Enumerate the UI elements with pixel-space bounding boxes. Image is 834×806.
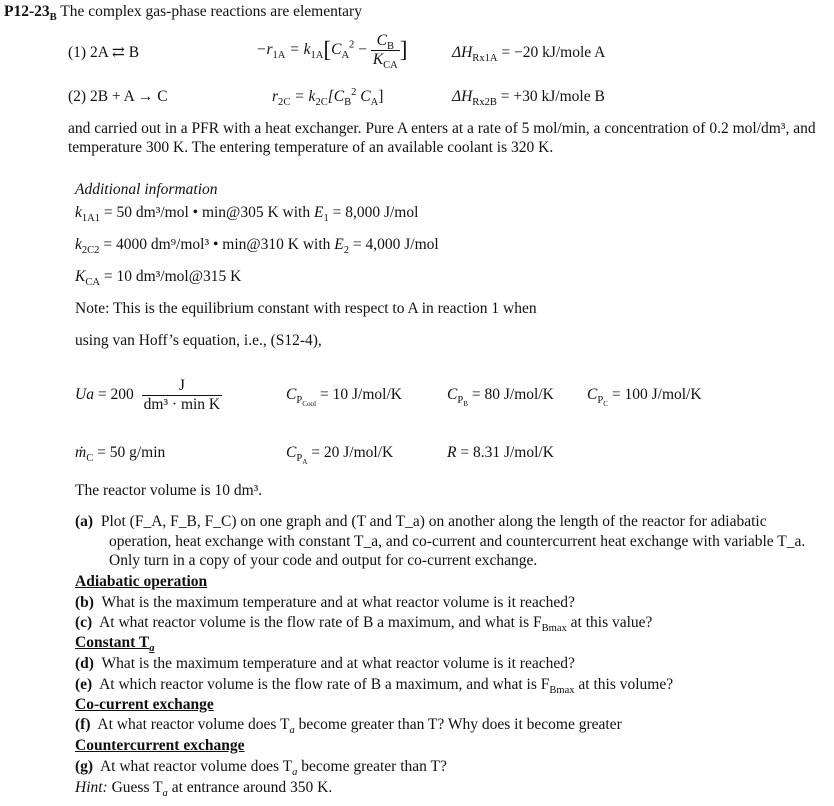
reaction-1-rate-law: $-r_{1A} = k_{1A}[C_A^2$ − $\frac{C_B}{K_{CA}}$ ] <box>256 32 408 71</box>
reaction-2-label: (2) 2B + A → C <box>68 88 168 105</box>
part-e: (e) At which reactor volume is the flow rate of B a maximum, and what is $F_{Bmax}$ at this volume? <box>75 676 674 697</box>
additional-heading: Additional information <box>75 181 218 198</box>
note-line-1: Note: This is the equilibrium constant with respect to A in reaction 1 when <box>75 300 537 317</box>
intro-paragraph: and carried out in a PFR with a heat exchanger. Pure A enters at a rate of 5 mol/min, a concentration of 0.2 mol/dm³, and temperature 300 K. The entering temperature of an available coolant is 320 K. <box>68 120 816 156</box>
rate-fraction: $\frac{C_B}{K_{CA}}$ <box>372 32 398 71</box>
cp-a: $C_{P_A} = 20$ J/mol/K <box>286 444 394 467</box>
note-line-2: using van Hoff’s equation, i.e., (S12-4), <box>75 332 322 349</box>
problem-header <box>4 3 362 24</box>
part-f: (f) At what reactor volume does $T_a$ become greater than T? Why does it become greater <box>75 716 622 737</box>
k2-line: $k_{2C2} = 4000$ dm⁹/mol³ • min@310 K with $E_2 = 4,000$ J/mol <box>75 236 439 257</box>
part-g: (g) At what reactor volume does $T_a$ become greater than T? <box>75 758 447 779</box>
adiabatic-heading: Adiabatic operation <box>75 573 208 590</box>
cp-cool: $C_{P_{Cool}} = 10$ J/mol/K <box>286 386 402 409</box>
cocurrent-heading: Co-current exchange <box>75 696 214 713</box>
reactor-volume: The reactor volume is 10 dm³. <box>75 482 263 499</box>
ua-line: Ua = 200 $\frac{J}{\text{dm³ · min K}}$ <box>75 377 221 413</box>
cp-c: $C_{P_C} = 100$ J/mol/K <box>587 386 702 409</box>
part-a: (a) Plot (F_A, F_B, F_C) on one graph and (T and T_a) on another along the length of the reactor for adiabatic operation, heat exchange with constant T_a, and co-current and countercurrent heat exchange with variable T_a. Only turn in a copy of your code and output for co-current exchange. <box>75 513 806 569</box>
mc-line: ṁ$_C$ = 50 g/min <box>75 444 166 465</box>
part-b: (b) What is the maximum temperature and at what reactor volume is it reached? <box>75 594 575 611</box>
hint: Hint: Guess $T_a$ at entrance around 350 K. <box>75 779 333 800</box>
constant-ta-heading: Constant $T_a$ <box>75 634 155 655</box>
part-d: (d) What is the maximum temperature and at what reactor volume is it reached? <box>75 655 575 672</box>
k1-line: $k_{1A1} = 50$ dm³/mol • min@305 K with $E_1 = 8,000$ J/mol <box>75 204 419 225</box>
problem-number: P12-23 <box>4 3 50 20</box>
problem-number-sub: B <box>49 12 57 24</box>
reaction-1-enthalpy: $\Delta H_{Rx1A} = -20$ kJ/mole A <box>452 44 606 65</box>
cp-b: $C_{P_B} = 80$ J/mol/K <box>447 386 554 409</box>
reaction-1-label: (1) 2A ⇄ B <box>68 44 140 61</box>
part-c: (c) At what reactor volume is the flow rate of B a maximum, and what is $F_{Bmax}$ at this value? <box>75 614 653 635</box>
problem-statement: The complex gas-phase reactions are elementary <box>60 3 362 20</box>
reaction-2-enthalpy: $\Delta H_{Rx2B} = +30$ kJ/mole B <box>452 88 605 109</box>
kca-line: $K_{CA} = 10$ dm³/mol@315 K <box>75 268 242 289</box>
gas-constant: R = 8.31 J/mol/K <box>447 444 554 461</box>
countercurrent-heading: Countercurrent exchange <box>75 737 245 754</box>
reaction-2-rate-law: $r_{2C} = k_{2C}[C_B^2$ $C_A$] <box>272 86 384 109</box>
part-a-text: Plot (F_A, F_B, F_C) on one graph and (T and T_a) on another along the length of the reactor for adiabatic operation, heat exchange with constant T_a, and co-current and countercurrent heat exchange with variable T_a. Only turn in a copy of your code and output for co-current exchange. <box>100 513 806 569</box>
